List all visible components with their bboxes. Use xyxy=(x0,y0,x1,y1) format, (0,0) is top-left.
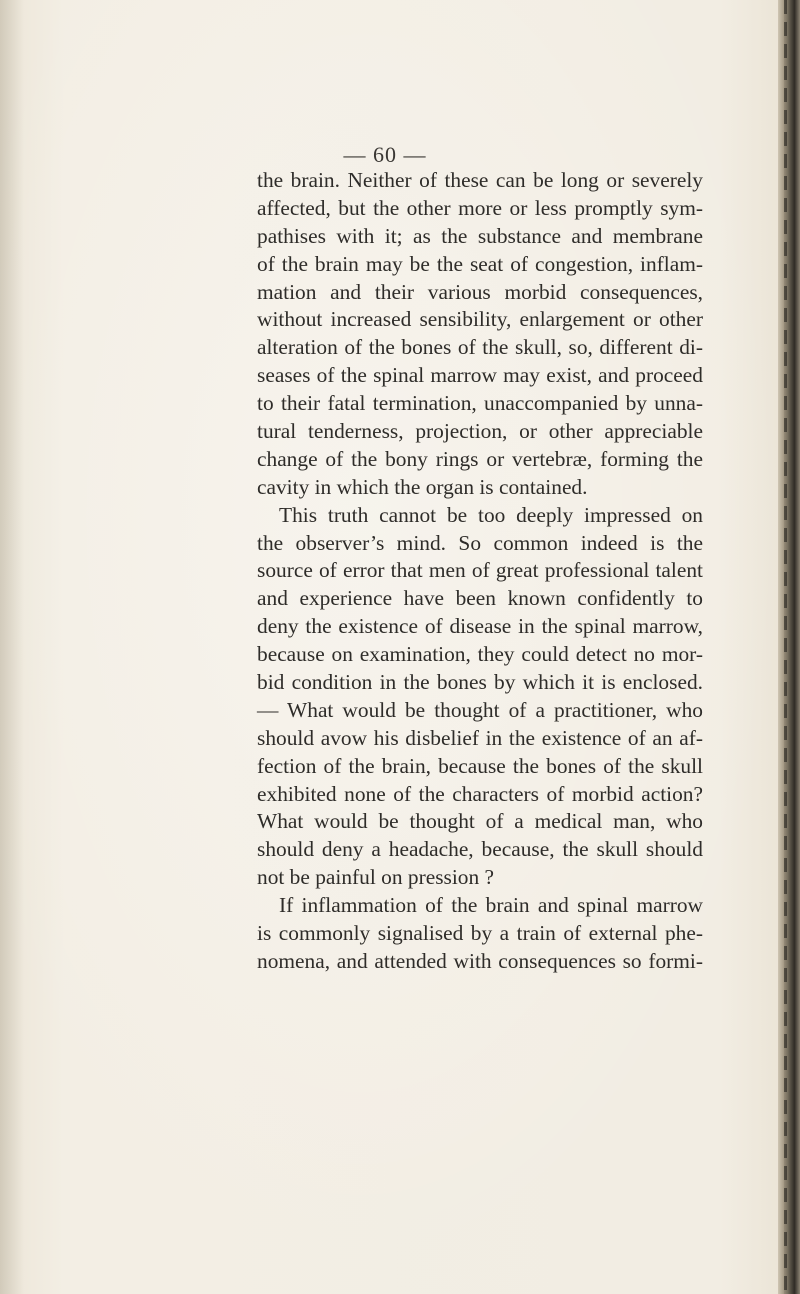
text-line: the observer’s mind. So common indeed is the xyxy=(257,530,703,555)
text-line: nomena, and attended with consequences so formi- xyxy=(257,948,703,973)
text-line: pathises with it; as the substance and membrane xyxy=(257,223,703,248)
text-line: What would be thought of a medical man, who xyxy=(257,809,703,834)
text-line: the brain. Neither of these can be long or severely xyxy=(257,168,703,192)
text-line: not be painful on pression ? xyxy=(257,865,495,890)
text-line: should avow his disbelief in the existence of an af- xyxy=(257,725,703,750)
text-line: change of the bony rings or vertebræ, forming the xyxy=(257,446,703,471)
text-line: source of error that men of great professional talent xyxy=(257,558,703,583)
text-line: because on examination, they could detect no mor- xyxy=(257,642,703,667)
body-text xyxy=(257,167,703,976)
text-line: deny the existence of disease in the spinal marrow, xyxy=(257,614,703,639)
text-line: seases of the spinal marrow may exist, and proceed xyxy=(257,363,703,388)
text-line: This truth cannot be too deeply impressed on xyxy=(279,502,703,527)
page-gutter-shadow xyxy=(0,0,24,1294)
text-line: affected, but the other more or less promptly sym- xyxy=(257,195,703,220)
text-line: to their fatal termination, unaccompanied by unna- xyxy=(257,391,703,416)
text-line: cavity in which the organ is contained. xyxy=(257,474,588,499)
text-line: and experience have been known confidently to xyxy=(257,586,703,611)
text-line: is commonly signalised by a train of external phe- xyxy=(257,921,703,946)
text-line: alteration of the bones of the skull, so, different di- xyxy=(257,335,703,360)
text-line: If inflammation of the brain and spinal marrow xyxy=(279,893,703,918)
text-line: fection of the brain, because the bones of the skull xyxy=(257,753,703,778)
text-line: exhibited none of the characters of morbid action? xyxy=(257,781,703,806)
text-line: should deny a headache, because, the skull should xyxy=(257,837,703,862)
text-line: without increased sensibility, enlargement or other xyxy=(257,307,703,332)
text-line: tural tenderness, projection, or other appreciable xyxy=(257,419,703,444)
text-line: mation and their various morbid consequences, xyxy=(257,279,703,304)
text-line: of the brain may be the seat of congestion, inflam- xyxy=(257,251,703,276)
text-line: — What would be thought of a practitioner, who xyxy=(257,697,703,722)
page-number: — 60 — xyxy=(343,142,427,167)
page-edge-strip xyxy=(778,0,800,1294)
text-line: bid condition in the bones by which it is enclosed. xyxy=(257,670,703,695)
